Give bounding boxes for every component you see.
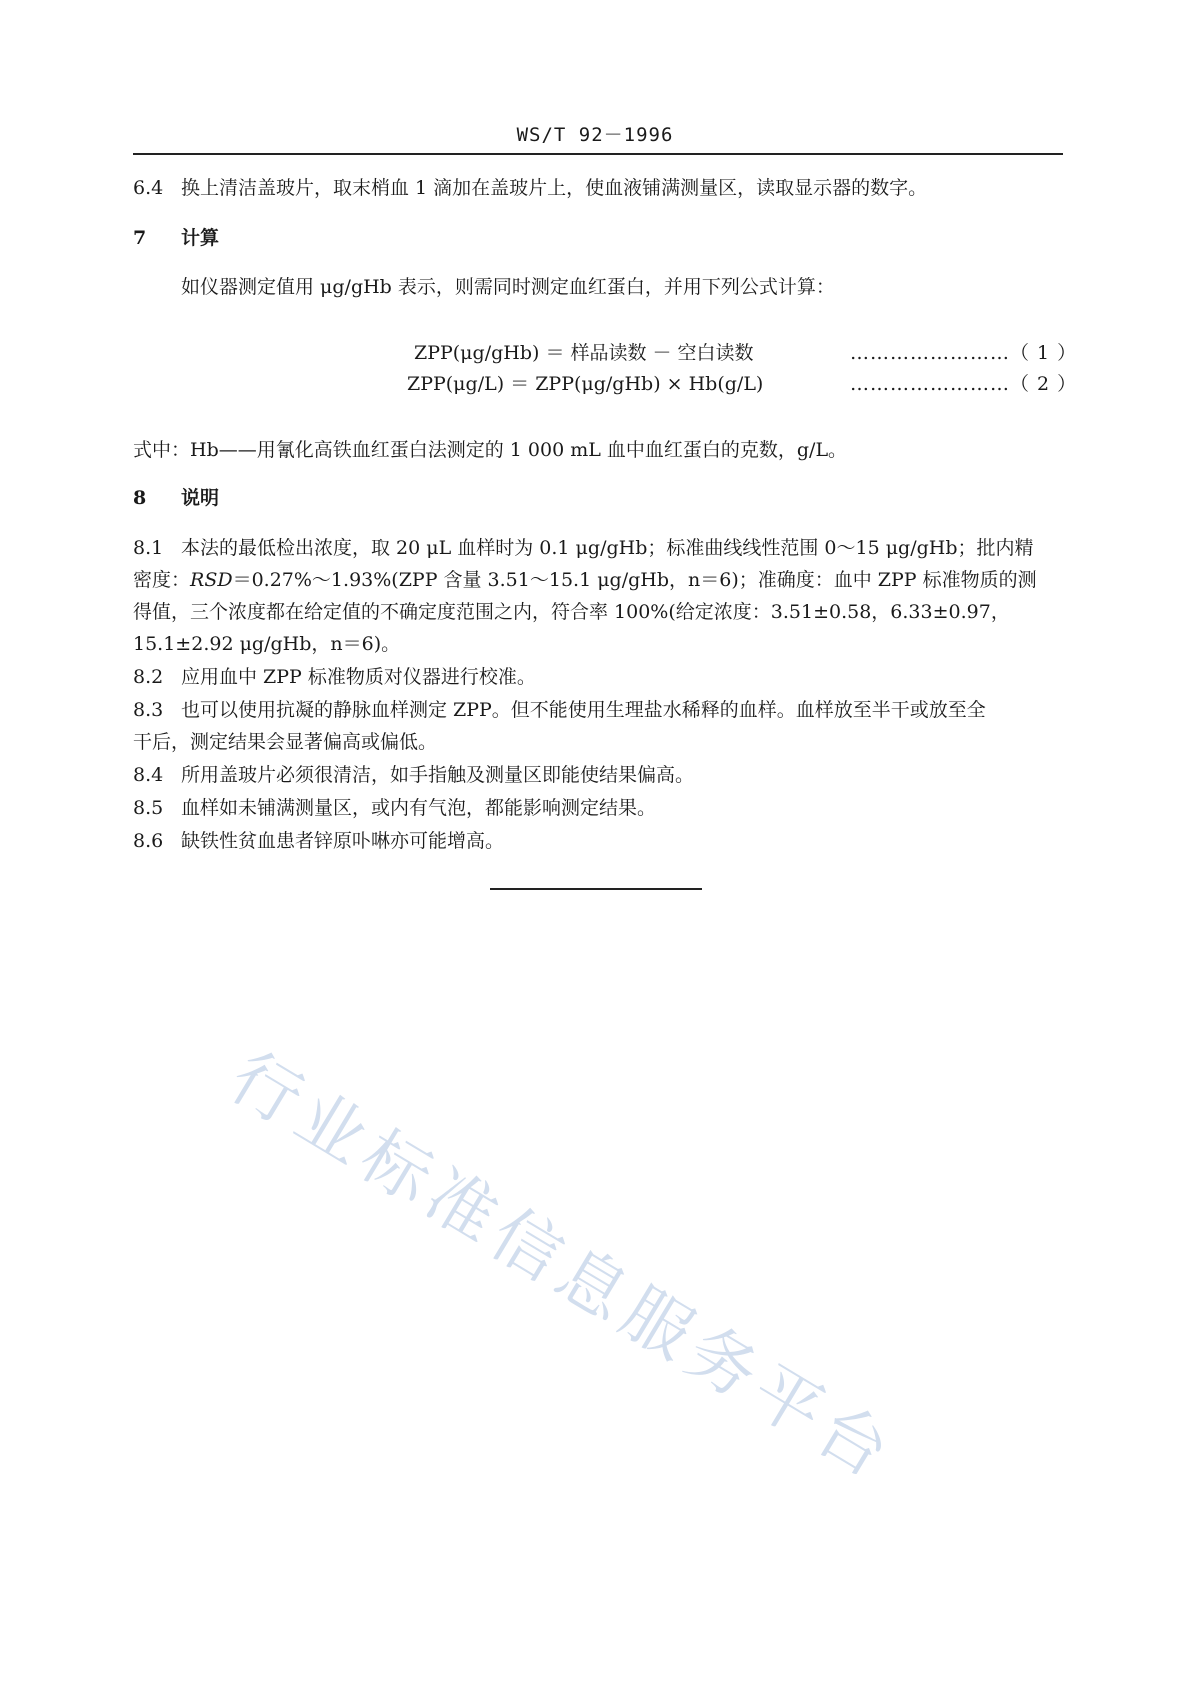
formula-2-number: ……………………（ 2 ） <box>850 373 1078 395</box>
section-8-heading <box>133 485 219 511</box>
formula-1-number: ……………………（ 1 ） <box>850 342 1078 364</box>
clause-8-2 <box>133 664 536 690</box>
clause-text: 换上清洁盖玻片，取末梢血 1 滴加在盖玻片上，使血液铺满测量区，读取显示器的数字。 <box>181 177 928 199</box>
clause-8-1-line-4: 15.1±2.92 μg/gHb，n＝6)。 <box>133 633 401 655</box>
clause-number: 8.5 <box>133 797 164 819</box>
clause-text: 本法的最低检出浓度，取 20 μL 血样时为 0.1 μg/gHb；标准曲线线性范围 0～15 μg/gHb；批内精 <box>181 537 1034 559</box>
section-7-intro: 如仪器测定值用 μg/gHb 表示，则需同时测定血红蛋白，并用下列公式计算： <box>181 276 835 298</box>
clause-text: 应用血中 ZPP 标准物质对仪器进行校准。 <box>181 666 536 688</box>
formula-legend: 式中：Hb——用氰化高铁血红蛋白法测定的 1 000 mL 血中血红蛋白的克数，g/L。 <box>133 439 848 461</box>
end-rule <box>490 888 702 890</box>
clause-6-4 <box>133 175 927 201</box>
clause-8-1-line-1 <box>133 535 1034 561</box>
clause-8-5 <box>133 795 656 821</box>
clause-number: 8.2 <box>133 666 164 688</box>
clause-8-6 <box>133 828 504 854</box>
section-title: 说明 <box>181 487 220 509</box>
section-title: 计算 <box>181 227 220 249</box>
section-number: 8 <box>133 487 147 509</box>
section-7-heading <box>133 225 219 251</box>
clause-number: 8.6 <box>133 830 164 852</box>
clause-8-4 <box>133 762 694 788</box>
formula-1: ZPP(μg/gHb) ＝ 样品读数 － 空白读数 <box>414 342 754 364</box>
clause-text: ＝0.27%～1.93%(ZPP 含量 3.51～15.1 μg/gHb，n＝6)；准确度：血中 ZPP 标准物质的测 <box>232 569 1037 591</box>
clause-text: 也可以使用抗凝的静脉血样测定 ZPP。但不能使用生理盐水稀释的血样。血样放至半干或放至全 <box>181 699 986 721</box>
rsd-symbol: RSD <box>190 569 233 591</box>
standard-code: WS/T 92－1996 <box>516 124 674 146</box>
clause-number: 8.4 <box>133 764 164 786</box>
clause-text: 密度： <box>133 569 191 591</box>
clause-text: 所用盖玻片必须很清洁，如手指触及测量区即能使结果偏高。 <box>181 764 695 786</box>
clause-number: 8.1 <box>133 537 164 559</box>
watermark: 行业标准信息服务平台 <box>216 1037 909 1498</box>
clause-8-1-line-3: 得值，三个浓度都在给定值的不确定度范围之内，符合率 100%(给定浓度：3.51±0.58，6.33±0.97， <box>133 601 1010 623</box>
clause-text: 缺铁性贫血患者锌原卟啉亦可能增高。 <box>181 830 505 852</box>
clause-8-3-line-2: 干后，测定结果会显著偏高或偏低。 <box>133 731 438 753</box>
clause-8-1-line-2 <box>133 567 1037 593</box>
formula-2: ZPP(μg/L) ＝ ZPP(μg/gHb) × Hb(g/L) <box>407 373 764 395</box>
clause-8-3-line-1 <box>133 697 986 723</box>
header-rule <box>133 153 1063 155</box>
clause-number: 8.3 <box>133 699 164 721</box>
section-number: 7 <box>133 227 147 249</box>
clause-number: 6.4 <box>133 177 164 199</box>
clause-text: 血样如未铺满测量区，或内有气泡，都能影响测定结果。 <box>181 797 657 819</box>
